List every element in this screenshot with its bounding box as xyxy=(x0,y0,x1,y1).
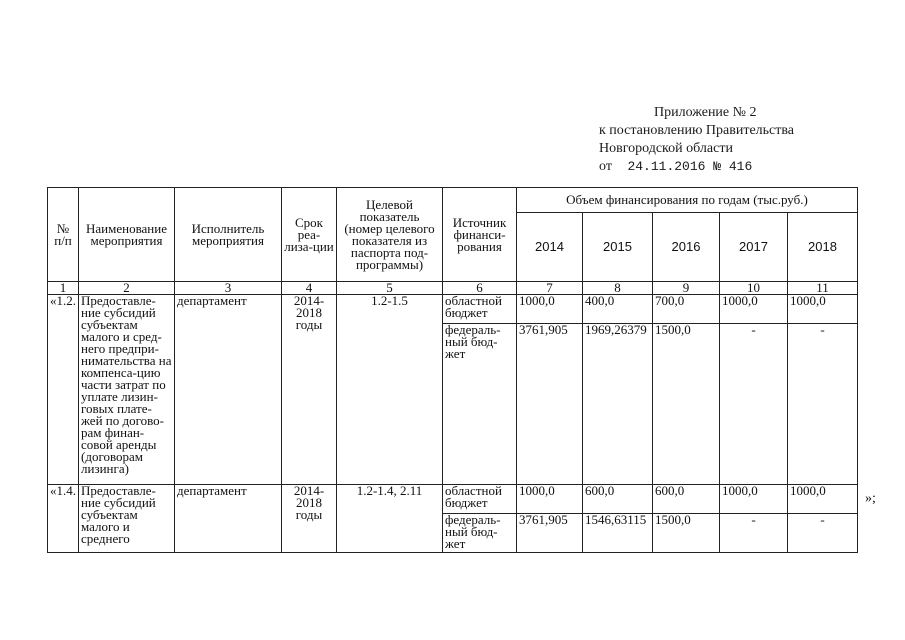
row-number: «1.4. xyxy=(48,485,79,553)
date-value: 24.11.2016 № 416 xyxy=(627,159,753,174)
indicator: 1.2-1.4, 2.11 xyxy=(337,485,443,553)
executor: департамент xyxy=(175,295,282,485)
term: 2014-2018 годы xyxy=(282,295,337,485)
resolution-line: к постановлению Правительства xyxy=(599,123,795,138)
document-header xyxy=(599,104,899,176)
column-number: 8 xyxy=(583,282,653,295)
value-2015: 400,0 xyxy=(583,295,653,324)
value-2016: 700,0 xyxy=(653,295,720,324)
funding-table xyxy=(47,187,858,553)
funding-source: областной бюджет xyxy=(443,485,517,514)
header-row xyxy=(48,188,858,213)
year-2014-header: 2014 xyxy=(517,213,583,282)
indicator: 1.2-1.5 xyxy=(337,295,443,485)
value-2016: 600,0 xyxy=(653,485,720,514)
funding-header: Объем финансирования по годам (тыс.руб.) xyxy=(517,188,858,213)
date-line xyxy=(599,158,899,176)
value-2017: 1000,0 xyxy=(720,295,788,324)
column-numbers-row xyxy=(48,282,858,295)
column-number: 1 xyxy=(48,282,79,295)
value-2015: 600,0 xyxy=(583,485,653,514)
value-2017: - xyxy=(720,324,788,485)
column-number: 5 xyxy=(337,282,443,295)
year-2016-header: 2016 xyxy=(653,213,720,282)
value-2014: 3761,905 xyxy=(517,324,583,485)
value-2016: 1500,0 xyxy=(653,324,720,485)
activity-name: Предоставле-ние субсидий субъектам малого и среднего xyxy=(79,485,175,553)
table-row xyxy=(48,295,858,324)
column-number: 11 xyxy=(788,282,858,295)
value-2018: 1000,0 xyxy=(788,485,858,514)
column-number: 6 xyxy=(443,282,517,295)
row-number: «1.2. xyxy=(48,295,79,485)
year-2017-header: 2017 xyxy=(720,213,788,282)
column-number: 2 xyxy=(79,282,175,295)
year-2015-header: 2015 xyxy=(583,213,653,282)
value-2016: 1500,0 xyxy=(653,514,720,553)
value-2014: 1000,0 xyxy=(517,485,583,514)
value-2018: - xyxy=(788,324,858,485)
funding-source: областной бюджет xyxy=(443,295,517,324)
value-2015: 1546,63115 xyxy=(583,514,653,553)
col-num-header: № п/п xyxy=(48,188,79,282)
funding-source: федераль-ный бюд-жет xyxy=(443,514,517,553)
executor: департамент xyxy=(175,485,282,553)
col-executor-header: Исполнитель мероприятия xyxy=(175,188,282,282)
col-name-header: Наименование мероприятия xyxy=(79,188,175,282)
funding-source: федераль-ный бюд-жет xyxy=(443,324,517,485)
value-2018: - xyxy=(788,514,858,553)
value-2017: 1000,0 xyxy=(720,485,788,514)
value-2018: 1000,0 xyxy=(788,295,858,324)
activity-name: Предоставле-ние субсидий субъектам малого и сред-него предпри-нимательства на компенса-цию части затрат по уплате лизин-говых плате-жей по догово-рам финан-совой аренды (договорам лизинга) xyxy=(79,295,175,485)
value-2014: 3761,905 xyxy=(517,514,583,553)
col-source-header: Источник финанси-рования xyxy=(443,188,517,282)
col-term-header: Срок реа-лиза-ции xyxy=(282,188,337,282)
value-2014: 1000,0 xyxy=(517,295,583,324)
column-number: 10 xyxy=(720,282,788,295)
year-2018-header: 2018 xyxy=(788,213,858,282)
term: 2014-2018 годы xyxy=(282,485,337,553)
appendix-title: Приложение № 2 xyxy=(654,105,757,120)
column-number: 7 xyxy=(517,282,583,295)
value-2015: 1969,26379 xyxy=(583,324,653,485)
col-indicator-header: Целевой показатель (номер целевого показателя из паспорта под-программы) xyxy=(337,188,443,282)
region-line: Новгородской области xyxy=(599,141,733,156)
date-prefix: от xyxy=(599,159,612,174)
column-number: 9 xyxy=(653,282,720,295)
column-number: 3 xyxy=(175,282,282,295)
table-row xyxy=(48,485,858,514)
closing-quote-mark: »; xyxy=(865,491,876,506)
value-2017: - xyxy=(720,514,788,553)
column-number: 4 xyxy=(282,282,337,295)
